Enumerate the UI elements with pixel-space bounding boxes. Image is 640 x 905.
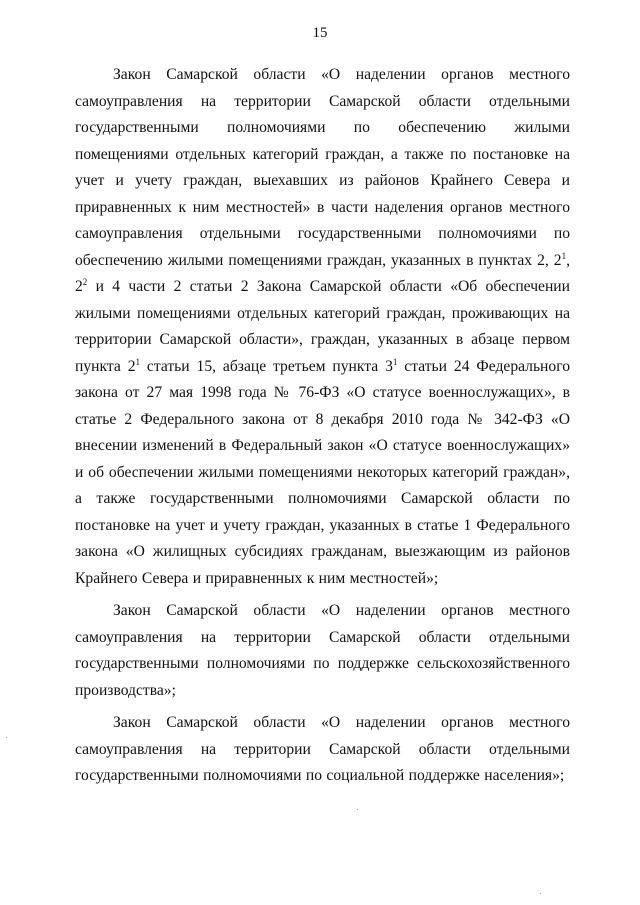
scan-speck [540,893,541,894]
paragraph-text: Закон Самарской области «О наделении органов местного самоуправления на территории Самарской области отдельными государственными полномочиями по социальной поддержке населения»; [75,714,570,784]
paragraph-2 [75,598,570,704]
paragraph-text: и 4 части 2 статьи 2 Закона Самарской области «Об обеспечении жилыми помещениями отдельных категорий граждан, проживающих на территории Самарской области», граждан, указанных в абзаце первом пункта 2 [75,278,570,375]
superscript: 1 [561,250,567,261]
scan-speck [6,737,7,738]
paragraph-text: , 2 [75,251,570,295]
page-number: 15 [312,25,328,41]
paragraph-1 [75,62,570,592]
paragraph-text: Закон Самарской области «О наделении органов местного самоуправления на территории Самарской области отдельными государственными полномочиями по обеспечению жилыми помещениями отдельных категорий граждан, а также по постановке на учет и учету граждан, выехавших из районов Крайнего Севера и приравненных к ним местностей» в части наделения органов местного самоуправления отдельными государственными полномочиями по обеспечению жилыми помещениями граждан, указанных в пунктах 2, 2 [75,66,570,269]
superscript: 1 [135,356,140,367]
paragraph-text: статьи 15, абзаце третьем пункта 3 [140,357,393,375]
scan-speck [357,809,358,810]
superscript: 1 [392,356,398,367]
paragraph-3 [75,710,570,790]
superscript: 2 [82,277,88,287]
document-body [75,62,570,796]
paragraph-text: Закон Самарской области «О наделении органов местного самоуправления на территории Самарской области отдельными государственными полномочиями по поддержке сельскохозяйственного производства»; [75,602,570,699]
paragraph-text: статьи 24 Федерального закона от 27 мая 1998 года № 76-ФЗ «О статусе военнослужащих», в статье 2 Федерального закона от 8 декабря 2010 года № 342-ФЗ «О внесении изменений в Федеральный закон «О статусе военнослужащих» и об обеспечении жилыми помещениями некоторых категорий граждан», а также государственными полномочиями Самарской области по постановке на учет и учету граждан, указанных в статье 1 Федерального закона «О жилищных субсидиях гражданам, выезжающим из районов Крайнего Севера и приравненных к ним местностей»; [75,357,571,587]
